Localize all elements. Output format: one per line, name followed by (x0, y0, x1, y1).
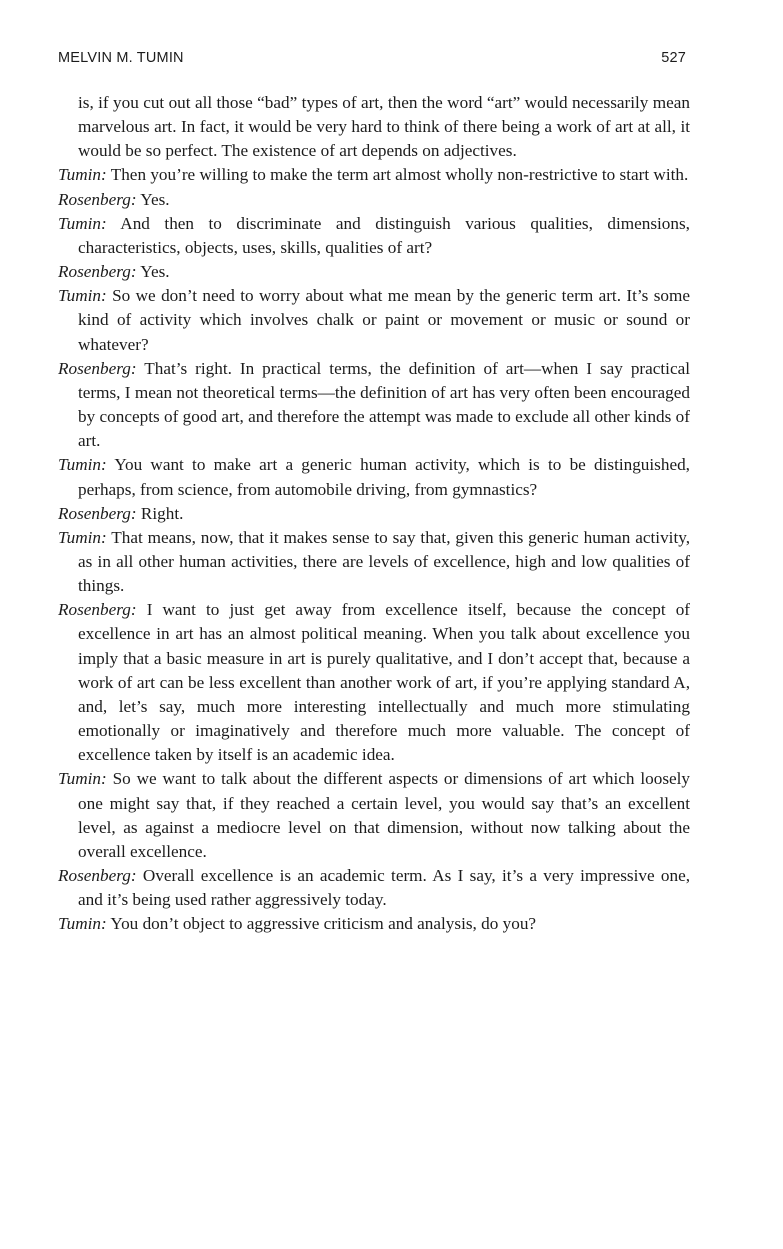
speech-text: You want to make art a generic human activity, which is to be distinguished, perhaps, from science, from automobile driving, from gymnastics? (78, 455, 690, 499)
speaker-label: Tumin: (58, 455, 107, 475)
exchange-rosenberg-5 (58, 598, 690, 767)
speaker-label: Tumin: (58, 165, 107, 185)
exchange-tumin-5 (58, 526, 690, 598)
speech-text: That means, now, that it makes sense to say that, given this generic human activity, as in all other human activities, there are levels of excellence, high and low qualities of things. (78, 527, 690, 596)
speaker-label: Tumin: (58, 213, 107, 233)
speech-text: So we don’t need to worry about what me mean by the generic term art. It’s some kind of activity which involves chalk or paint or movement or music or sound or whatever? (78, 286, 690, 354)
exchange-rosenberg-3 (58, 357, 690, 454)
exchange-tumin-6 (58, 767, 690, 864)
page-number: 527 (661, 50, 686, 66)
speech-text: Right. (140, 503, 184, 523)
exchange-rosenberg-6 (58, 864, 690, 912)
speaker-label: Tumin: (58, 769, 107, 789)
speaker-label: Tumin: (58, 286, 107, 306)
exchange-tumin-3 (58, 284, 690, 356)
speech-text: Overall excellence is an academic term. As I say, it’s a very impressive one, and it’s being used rather aggressively today. (78, 866, 691, 910)
speech-text: So we want to talk about the different aspects or dimensions of art which loosely one might say that, if they reached a certain level, you would say that’s an excellent level, as against a mediocre level on that dimension, without now talking about the overall excellence. (78, 769, 691, 861)
opening-paragraph: is, if you cut out all those “bad” types of art, then the word “art” would necessarily mean marvelous art. In fact, it would be very hard to think of there being a work of art at all, it would be so perfect. The existence of art depends on adjectives. (78, 93, 690, 161)
speech-text: That’s right. In practical terms, the definition of art—when I say practical terms, I mean not theoretical terms—the definition of art has very often been encouraged by concepts of good art, and therefore the attempt was made to exclude all other kinds of art. (78, 358, 690, 451)
exchange-tumin-7 (58, 912, 690, 936)
speaker-label: Rosenberg: (58, 600, 137, 620)
exchange-tumin-1 (58, 163, 690, 187)
running-head (58, 50, 686, 72)
exchange-rosenberg-1 (58, 188, 690, 212)
speaker-label: Rosenberg: (58, 866, 137, 885)
speaker-label: Rosenberg: (58, 189, 137, 209)
speaker-label: Rosenberg: (58, 503, 137, 523)
speaker-label: Rosenberg: (58, 358, 137, 378)
dialogue-body (58, 91, 690, 936)
exchange-tumin-4 (58, 453, 690, 501)
speech-text: Then you’re willing to make the term art almost wholly non-restrictive to start with. (110, 165, 689, 185)
speaker-label: Tumin: (58, 914, 107, 934)
running-head-author: MELVIN M. TUMIN (58, 50, 184, 66)
speech-text: Yes. (140, 189, 170, 209)
exchange-tumin-2 (58, 212, 690, 260)
speaker-label: Rosenberg: (58, 262, 137, 282)
speech-text: I want to just get away from excellence itself, because the concept of excellence in art has an almost political meaning. When you talk about excellence you imply that a basic measure in art is purely qualitative, and I don’t accept that, because a work of art can be less excellent than another work of art, if you’re applying standard A, and, let’s say, much more interesting intellectually and much more stimulating emotionally or imaginatively and therefore much more valuable. The concept of excellence taken by itself is an academic idea. (78, 600, 691, 765)
speaker-label: Tumin: (58, 527, 107, 547)
exchange-rosenberg-2 (58, 260, 690, 284)
exchange-rosenberg-4 (58, 502, 690, 526)
speech-text: Yes. (140, 262, 170, 282)
speech-text: And then to discriminate and distinguish various qualities, dimensions, characteristics, objects, uses, skills, qualities of art? (78, 213, 690, 257)
speech-text: You don’t object to aggressive criticism and analysis, do you? (110, 914, 537, 934)
